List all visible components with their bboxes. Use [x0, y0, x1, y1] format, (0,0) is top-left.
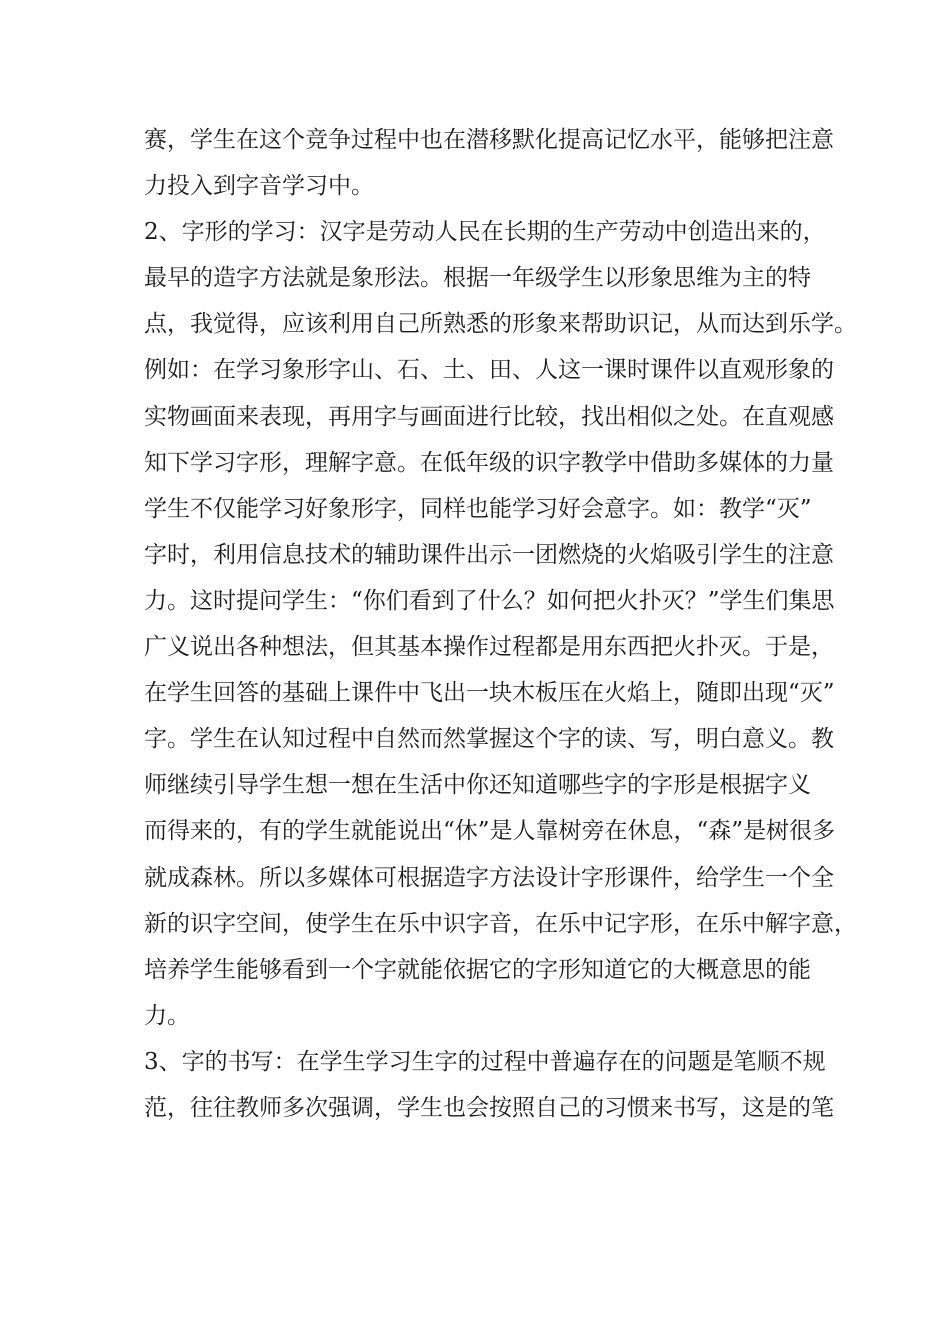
text-line: 在学生回答的基础上课件中飞出一块木板压在火焰上，随即出现“灭” — [144, 680, 835, 707]
text-line: 学生不仅能学习好象形字，同样也能学习好会意字。如：教学“灭” — [144, 495, 812, 522]
text-line: 实物画面来表现，再用字与画面进行比较，找出相似之处。在直观感 — [144, 403, 834, 430]
text-line: 而得来的，有的学生就能说出“休”是人靠树旁在休息，“森”是树很多 — [144, 818, 836, 845]
text-line: 3、字的书写：在学生学习生字的过程中普遍存在的问题是笔顺不规 — [144, 1048, 826, 1075]
text-line: 力投入到字音学习中。 — [144, 173, 374, 200]
text-line: 字。学生在认知过程中自然而然掌握这个字的读、写，明白意义。教 — [144, 726, 834, 753]
text-line: 力。 — [144, 1002, 190, 1029]
text-line: 赛，学生在这个竞争过程中也在潜移默化提高记忆水平，能够把注意 — [144, 127, 834, 153]
document-body — [144, 117, 857, 1131]
text-line: 2、字形的学习：汉字是劳动人民在长期的生产劳动中创造出来的， — [144, 219, 826, 246]
text-line: 最早的造字方法就是象形法。根据一年级学生以形象思维为主的特 — [144, 265, 811, 292]
text-line: 就成森林。所以多媒体可根据造字方法设计字形课件，给学生一个全 — [144, 864, 834, 891]
text-line: 新的识字空间，使学生在乐中识字音，在乐中记字形，在乐中解字意， — [144, 910, 857, 937]
text-line: 字时，利用信息技术的辅助课件出示一团燃烧的火焰吸引学生的注意 — [144, 541, 834, 568]
text-line: 力。这时提问学生：“你们看到了什么？如何把火扑灭？”学生们集思 — [144, 587, 835, 614]
text-line: 例如：在学习象形字山、石、土、田、人这一课时课件以直观形象的 — [144, 357, 834, 384]
text-line: 范，往往教师多次强调，学生也会按照自己的习惯来书写，这是的笔 — [144, 1094, 834, 1121]
text-line: 广义说出各种想法，但其基本操作过程都是用东西把火扑灭。于是， — [144, 634, 834, 661]
text-line: 点，我觉得，应该利用自己所熟悉的形象来帮助识记，从而达到乐学。 — [144, 311, 857, 338]
text-line: 知下学习字形，理解字意。在低年级的识字教学中借助多媒体的力量 — [144, 449, 834, 476]
text-line: 培养学生能够看到一个字就能依据它的字形知道它的大概意思的能 — [144, 956, 811, 983]
text-line: 师继续引导学生想一想在生活中你还知道哪些字的字形是根据字义 — [144, 772, 811, 799]
